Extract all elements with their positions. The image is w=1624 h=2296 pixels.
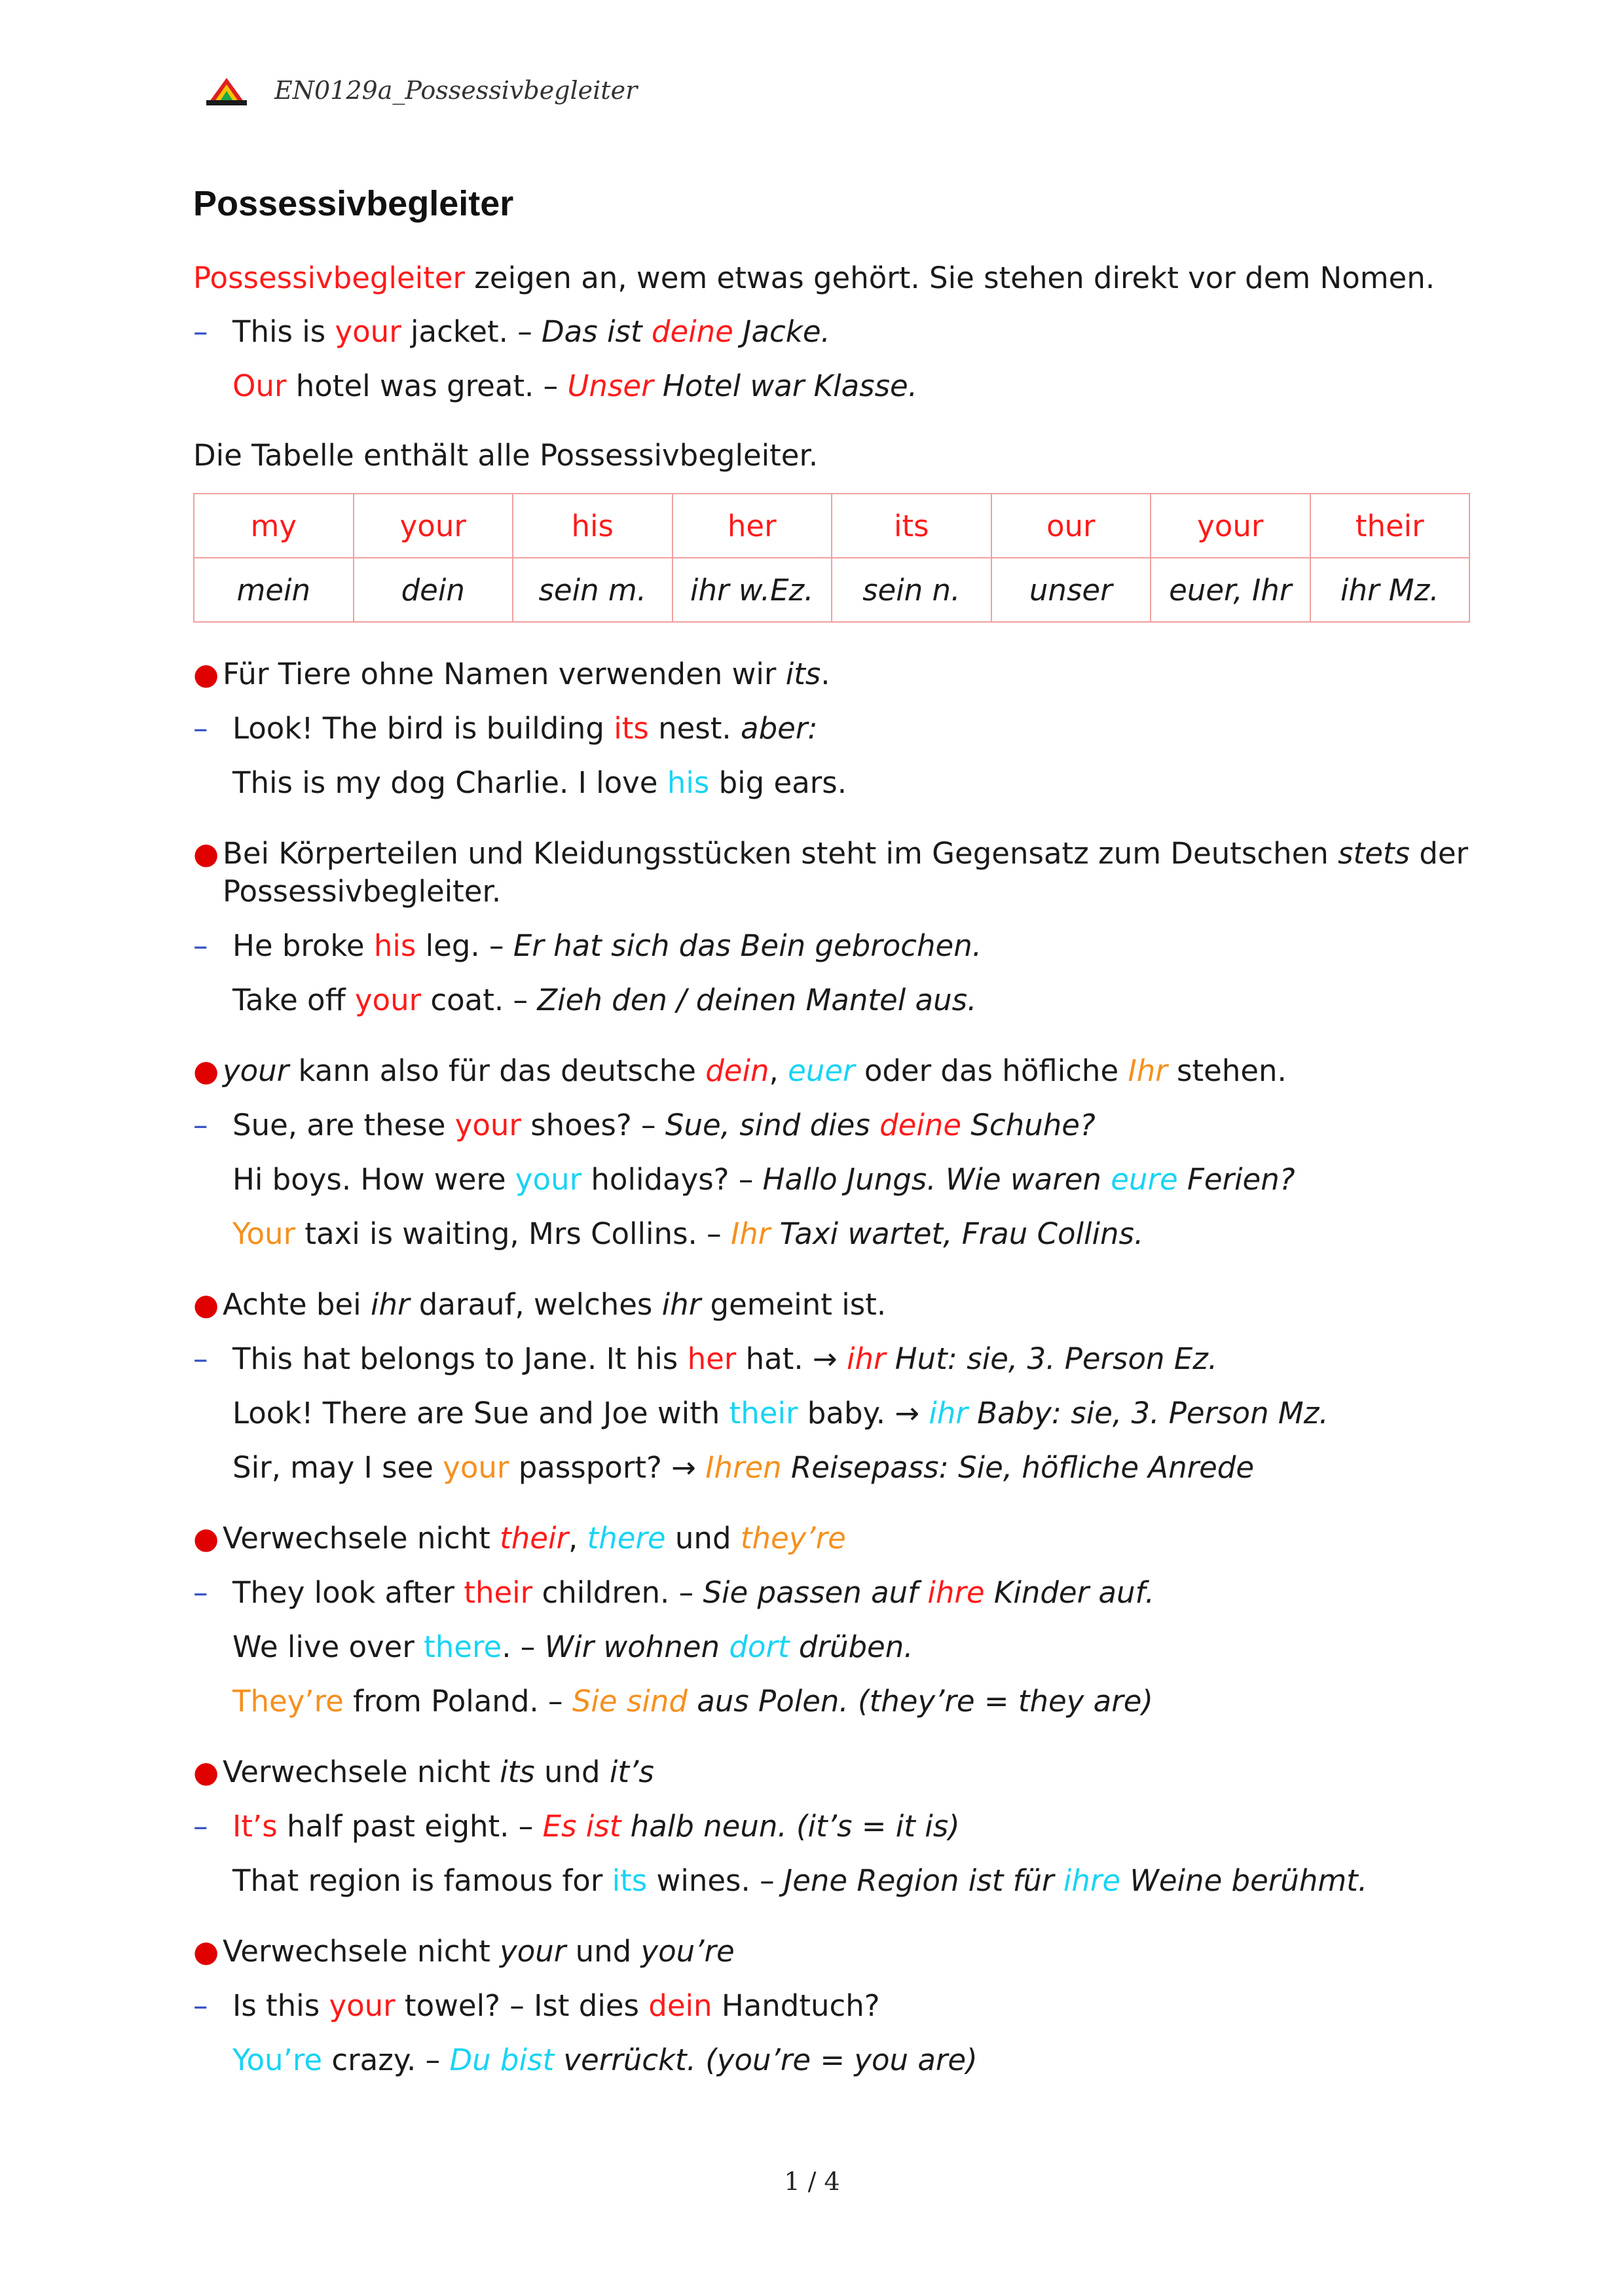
intro-text: Possessivbegleiter zeigen an, wem etwas gehört. Sie stehen direkt vor dem Nomen.: [193, 261, 1435, 295]
bullet-dot: ●: [193, 1755, 219, 1789]
intro-term: Possessivbegleiter: [193, 261, 465, 295]
dash-marker: –: [193, 1809, 208, 1844]
dash-marker: –: [193, 1108, 208, 1142]
document-id: EN0129a_Possessivbegleiter: [274, 76, 638, 105]
bullet-dot: ●: [193, 657, 219, 691]
table-row-english: [194, 494, 1469, 558]
page-number: 1 / 4: [784, 2167, 840, 2196]
example-line: We live over there. – Wir wohnen dort drüben.: [232, 1630, 913, 1664]
bullet-dot: ●: [193, 1521, 219, 1556]
table-cell: mein: [194, 558, 354, 622]
table-cell: his: [513, 494, 673, 558]
dash-marker: –: [193, 928, 208, 963]
table-cell: ihr Mz.: [1310, 558, 1470, 622]
table-cell: their: [1310, 494, 1470, 558]
table-cell: dein: [354, 558, 513, 622]
table-cell: its: [832, 494, 991, 558]
table-cell: sein n.: [832, 558, 991, 622]
example-line: Hi boys. How were your holidays? – Hallo Jungs. Wie waren eure Ferien?: [232, 1162, 1295, 1197]
example-line: – This hat belongs to Jane. It his her hat. → ihr Hut: sie, 3. Person Ez.: [193, 1340, 1470, 1378]
table-row-german: [194, 558, 1469, 622]
example-line: This is my dog Charlie. I love his big ears.: [232, 765, 847, 800]
example-line: Look! There are Sue and Joe with their baby. → ihr Baby: sie, 3. Person Mz.: [232, 1396, 1329, 1430]
rule-bullet: ● Für Tiere ohne Namen verwenden wir its.: [193, 655, 1470, 693]
bullet-dot: ●: [193, 1053, 219, 1088]
example-line: Sir, may I see your passport? → Ihren Reisepass: Sie, höfliche Anrede: [232, 1450, 1255, 1485]
rule-bullet: ● your kann also für das deutsche dein, euer oder das höfliche Ihr stehen.: [193, 1052, 1470, 1090]
example-line: That region is famous for its wines. – Jene Region ist für ihre Weine berühmt.: [232, 1863, 1368, 1898]
dash-marker: –: [193, 711, 208, 746]
example-line: You’re crazy. – Du bist verrückt. (you’re = you are): [232, 2043, 978, 2077]
bullet-dot: ●: [193, 1287, 219, 1322]
possessive-table: [193, 493, 1470, 623]
page-title: Possessivbegleiter: [193, 184, 514, 223]
dash-marker: –: [193, 1988, 208, 2023]
rule-bullet: ● Verwechsele nicht its und it’s: [193, 1753, 1470, 1791]
example-line: – This is your jacket. – Das ist deine Jacke.: [193, 313, 1470, 351]
dash-marker: –: [193, 1341, 208, 1376]
example-line: – They look after their children. – Sie passen auf ihre Kinder auf.: [193, 1574, 1470, 1612]
table-cell: ihr w.Ez.: [673, 558, 832, 622]
rule-bullet: ● Achte bei ihr darauf, welches ihr gemeint ist.: [193, 1286, 1470, 1324]
rule-bullet: ● Verwechsele nicht their, there und they’re: [193, 1520, 1470, 1558]
example-line: – Look! The bird is building its nest. aber:: [193, 710, 1470, 748]
example-line: – It’s half past eight. – Es ist halb neun. (it’s = it is): [193, 1808, 1470, 1846]
bullet-dot: ●: [193, 1934, 219, 1969]
table-cell: our: [991, 494, 1151, 558]
dash-marker: –: [193, 1575, 208, 1610]
example-line: They’re from Poland. – Sie sind aus Polen. (they’re = they are): [232, 1684, 1153, 1719]
example-line: Our hotel was great. – Unser Hotel war Klasse.: [232, 369, 918, 403]
example-line: Your taxi is waiting, Mrs Collins. – Ihr Taxi wartet, Frau Collins.: [232, 1216, 1144, 1251]
example-line: Take off your coat. – Zieh den / deinen Mantel aus.: [232, 983, 977, 1017]
table-cell: her: [673, 494, 832, 558]
table-cell: your: [1151, 494, 1310, 558]
table-cell: sein m.: [513, 558, 673, 622]
table-intro: Die Tabelle enthält alle Possessivbegleiter.: [193, 438, 819, 473]
main-content: [193, 183, 1470, 2096]
page-header: [205, 74, 637, 107]
table-cell: unser: [991, 558, 1151, 622]
example-line: – Sue, are these your shoes? – Sue, sind dies deine Schuhe?: [193, 1106, 1470, 1144]
publisher-logo-icon: [205, 74, 248, 107]
table-cell: my: [194, 494, 354, 558]
example-line: – He broke his leg. – Er hat sich das Bein gebrochen.: [193, 927, 1470, 965]
rule-bullet: ● Bei Körperteilen und Kleidungsstücken steht im Gegensatz zum Deutschen stets der Possessivbegleiter.: [193, 836, 1469, 909]
table-cell: your: [354, 494, 513, 558]
rule-bullet: ● Verwechsele nicht your und you’re: [193, 1933, 1470, 1971]
dash-marker: –: [193, 314, 208, 349]
table-cell: euer, Ihr: [1151, 558, 1310, 622]
example-line: – Is this your towel? – Ist dies dein Handtuch?: [193, 1987, 1470, 2025]
bullet-dot: ●: [193, 836, 219, 871]
